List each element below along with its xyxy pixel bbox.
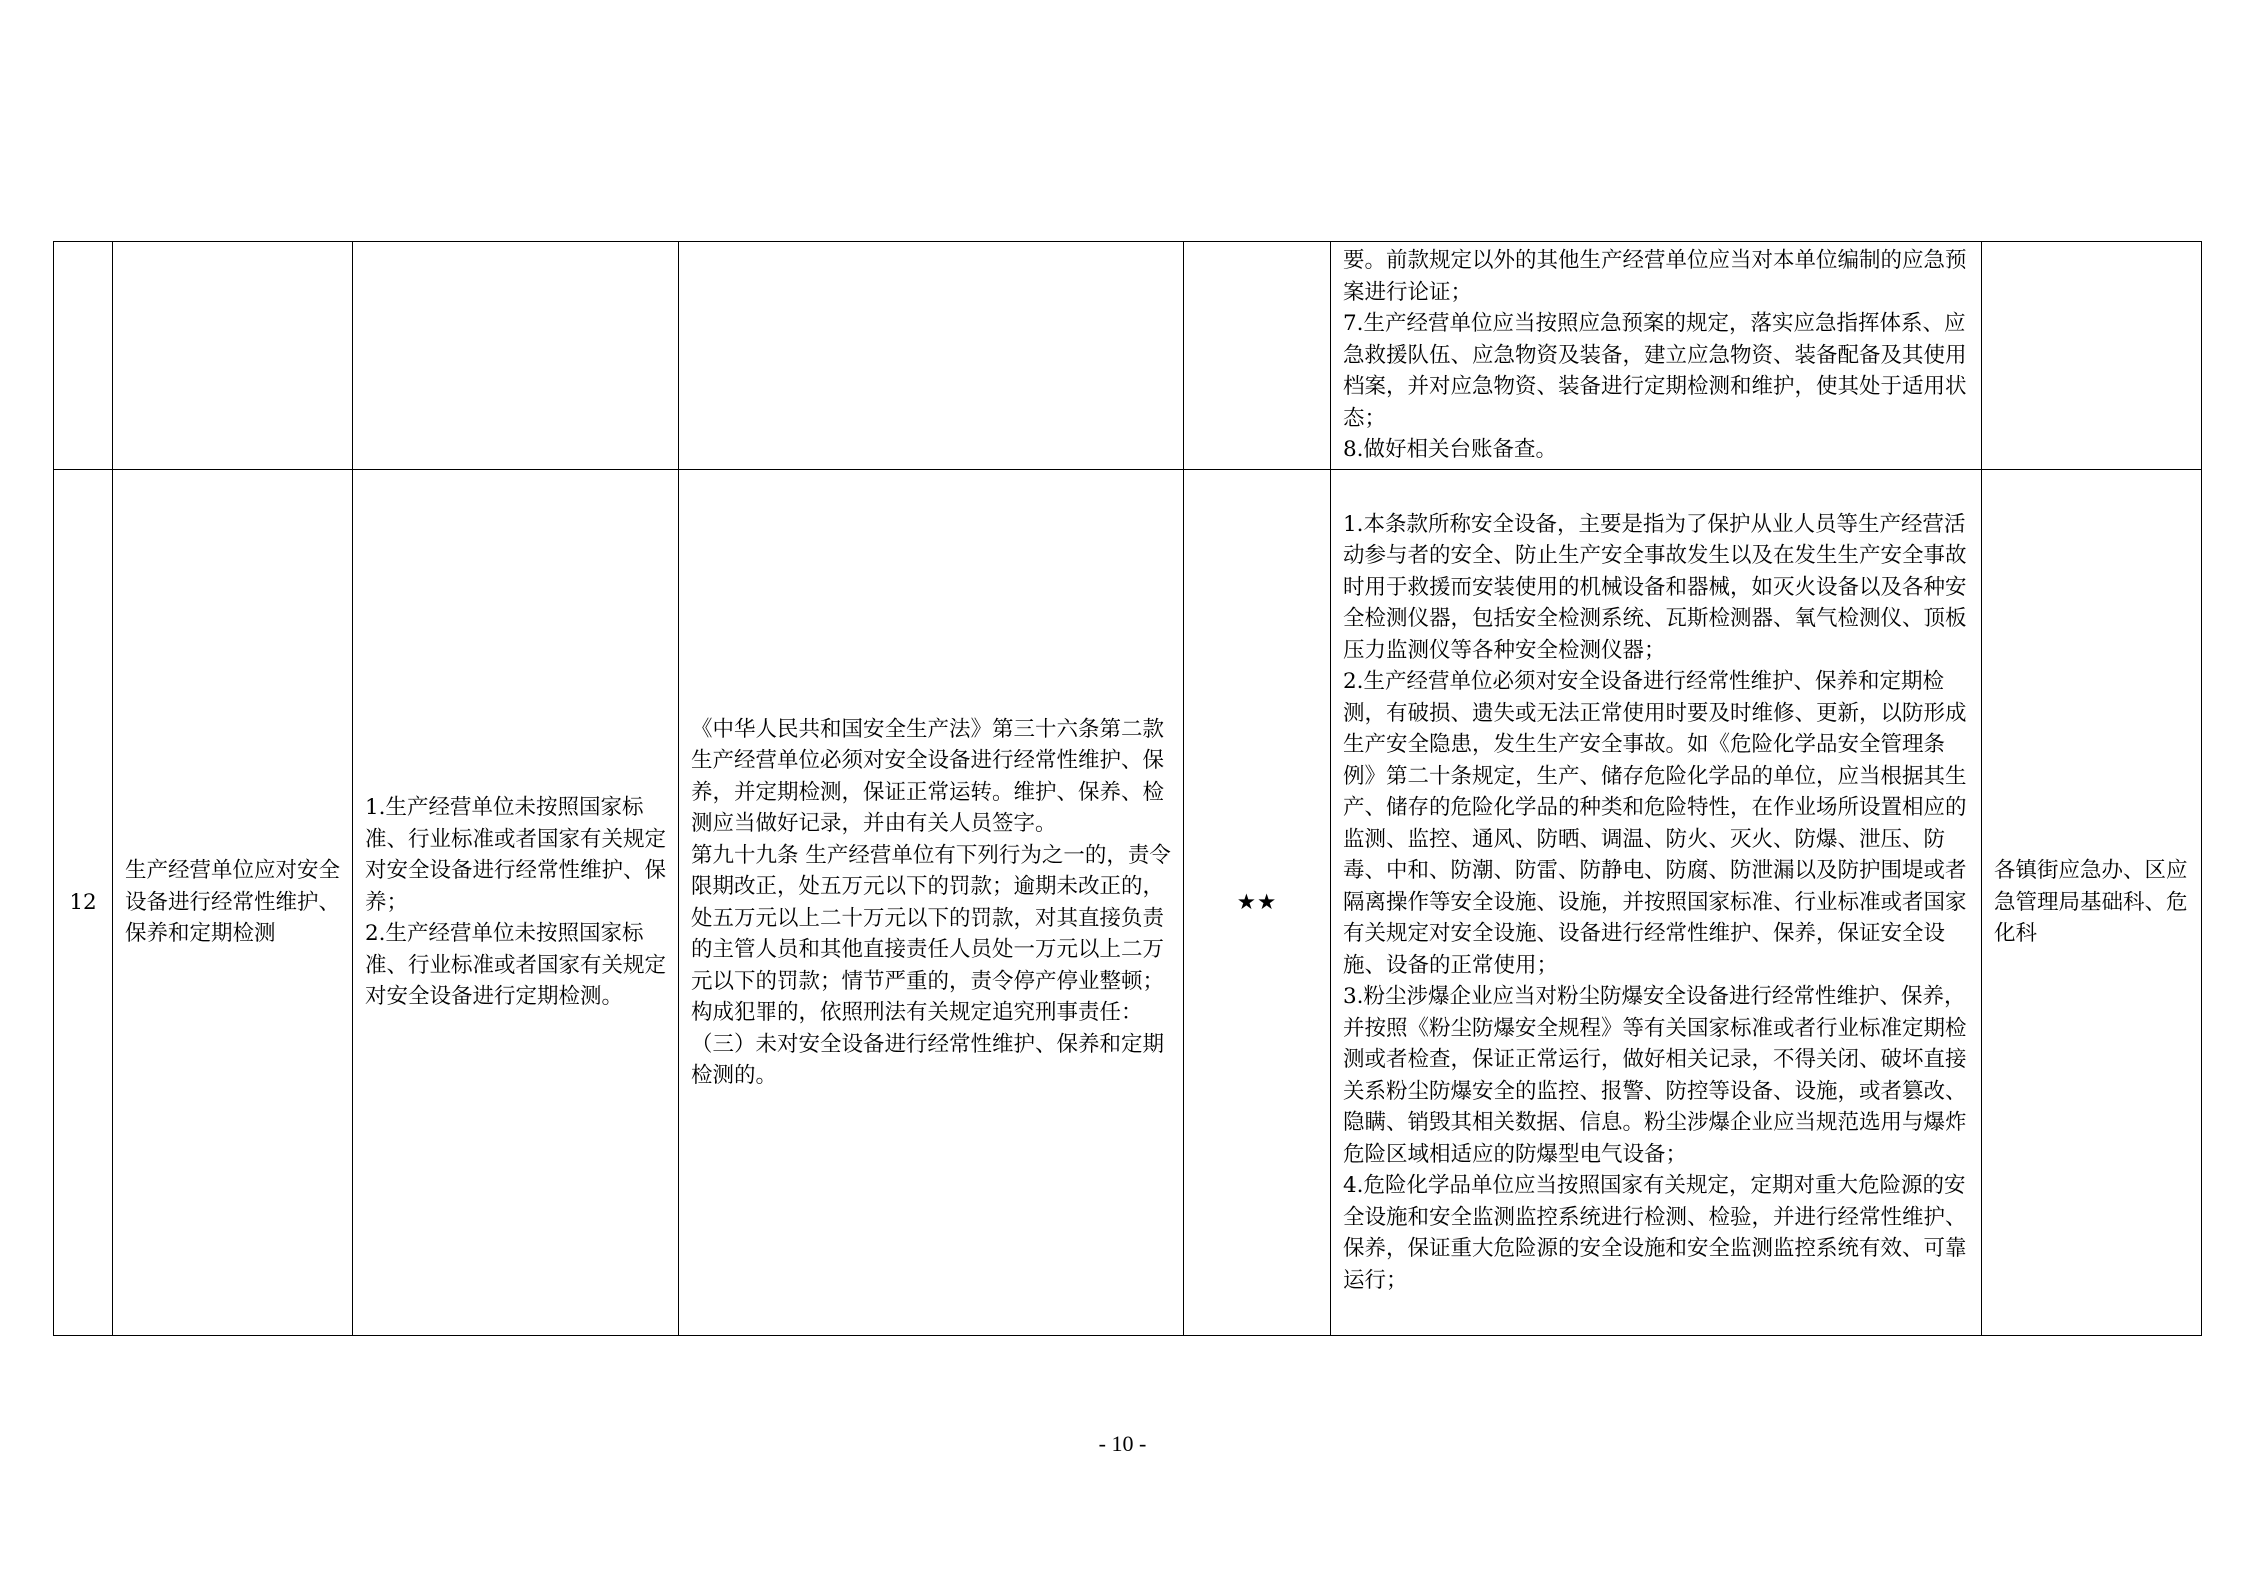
basis-paragraph: （三）未对安全设备进行经常性维护、保养和定期检测的。 [691, 1031, 1165, 1088]
basis-paragraph: 《中华人民共和国安全生产法》第三十六条第二款 生产经营单位必须对安全设备进行经常性维护、保养，并定期检测，保证正常运转。维护、保养、检测应当做好记录，并由有关人员签字。 [691, 716, 1165, 836]
row-number-cell: 12 [54, 470, 113, 1336]
legal-basis-cell [679, 470, 1184, 1336]
behavior-cell [353, 470, 679, 1336]
page-number: - 10 - [1098, 1431, 1147, 1456]
department-cell: 各镇街应急办、区应急管理局基础科、危化科 [1982, 470, 2202, 1336]
guidance-paragraph: 要。前款规定以外的其他生产经营单位应当对本单位编制的应急预案进行论证； [1343, 248, 1967, 305]
regulation-table [53, 241, 2202, 1336]
guidance-cell [1331, 242, 1982, 470]
rating-cell [1184, 242, 1331, 470]
behavior-paragraph: 1.生产经营单位未按照国家标准、行业标准或者国家有关规定对安全设备进行经常性维护、保养； [365, 795, 667, 915]
behavior-paragraph: 2.生产经营单位未按照国家标准、行业标准或者国家有关规定对安全设备进行定期检测。 [365, 921, 667, 1010]
row-number-cell [54, 242, 113, 470]
item-cell: 生产经营单位应对安全设备进行经常性维护、保养和定期检测 [113, 470, 353, 1336]
guidance-cell [1331, 470, 1982, 1336]
guidance-paragraph: 7.生产经营单位应当按照应急预案的规定，落实应急指挥体系、应急救援队伍、应急物资及装备，建立应急物资、装备配备及其使用档案，并对应急物资、装备进行定期检测和维护，使其处于适用状态； [1343, 311, 1967, 431]
guidance-paragraph: 1.本条款所称安全设备，主要是指为了保护从业人员等生产经营活动参与者的安全、防止生产安全事故发生以及在发生生产安全事故时用于救援而安装使用的机械设备和器械，如灭火设备以及各种安全检测仪器，包括安全检测系统、瓦斯检测器、氧气检测仪、顶板压力监测仪等各种安全检测仪器； [1343, 511, 1967, 663]
basis-paragraph: 第九十九条 生产经营单位有下列行为之一的，责令限期改正，处五万元以下的罚款；逾期未改正的，处五万元以上二十万元以下的罚款，对其直接负责的主管人员和其他直接责任人员处一万元以上二万元以下的罚款；情节严重的，责令停产停业整顿；构成犯罪的，依照刑法有关规定追究刑事责任： [691, 842, 1171, 1025]
guidance-paragraph: 3.粉尘涉爆企业应当对粉尘防爆安全设备进行经常性维护、保养，并按照《粉尘防爆安全规程》等有关国家标准或者行业标准定期检测或者检查，保证正常运行，做好相关记录，不得关闭、破坏直接关系粉尘防爆安全的监控、报警、防控等设备、设施，或者篡改、隐瞒、销毁其相关数据、信息。粉尘涉爆企业应当规范选用与爆炸危险区域相适应的防爆型电气设备； [1343, 984, 1967, 1167]
table-row [54, 242, 2202, 470]
guidance-paragraph: 8.做好相关台账备查。 [1343, 437, 1558, 463]
guidance-paragraph: 2.生产经营单位必须对安全设备进行经常性维护、保养和定期检测，有破损、遗失或无法正常使用时要及时维修、更新，以防形成生产安全隐患，发生生产安全事故。如《危险化学品安全管理条例》第二十条规定，生产、储存危险化学品的单位，应当根据其生产、储存的危险化学品的种类和危险特性，在作业场所设置相应的监测、监控、通风、防晒、调温、防火、灭火、防爆、泄压、防毒、中和、防潮、防雷、防静电、防腐、防泄漏以及防护围堤或者隔离操作等安全设施、设施，并按照国家标准、行业标准或者国家有关规定对安全设施、设备进行经常性维护、保养，保证安全设施、设备的正常使用； [1343, 669, 1967, 978]
rating-cell: ★★ [1184, 470, 1331, 1336]
legal-basis-cell [679, 242, 1184, 470]
table-row [54, 470, 2202, 1336]
item-cell [113, 242, 353, 470]
behavior-cell [353, 242, 679, 470]
guidance-paragraph: 4.危险化学品单位应当按照国家有关规定，定期对重大危险源的安全设施和安全监测监控系统进行检测、检验，并进行经常性维护、保养，保证重大危险源的安全设施和安全监测监控系统有效、可靠运行； [1343, 1173, 1967, 1293]
department-cell [1982, 242, 2202, 470]
